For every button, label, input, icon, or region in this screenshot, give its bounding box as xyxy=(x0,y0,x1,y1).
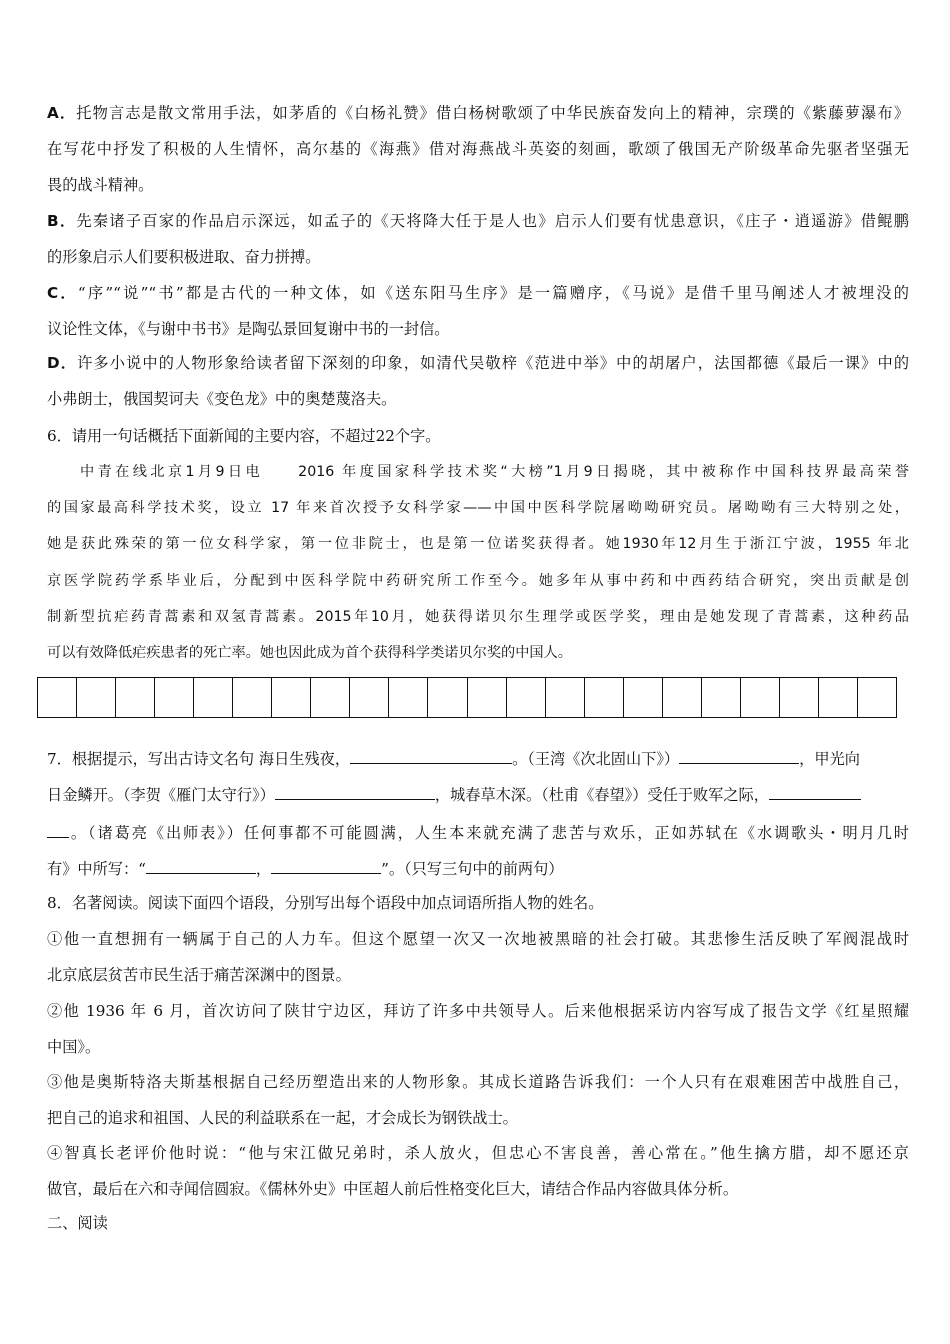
q6-stem: 6．请用一句话概括下面新闻的主要内容，不超过22个字。 xyxy=(47,427,441,445)
option-a-line-1: A．托物言志是散文常用手法，如茅盾的《白杨礼赞》借白杨树歌颂了中华民族奋发向上的精神，宗璞的《紫藤萝瀑布》 xyxy=(47,104,909,122)
q6-news-line-3: 她是获此殊荣的第一位女科学家，第一位非院士，也是第一位诺奖获得者。她1930年12月生于浙江宁波，1955 年北 xyxy=(47,536,909,552)
fill-blank[interactable] xyxy=(679,748,799,764)
q8-item-2-line-2: 中国》。 xyxy=(47,1038,101,1056)
answer-cell[interactable] xyxy=(624,678,663,717)
answer-cell[interactable] xyxy=(311,678,350,717)
answer-cell[interactable] xyxy=(233,678,272,717)
fill-blank[interactable] xyxy=(769,784,861,800)
fill-blank[interactable] xyxy=(275,784,435,800)
q8-item-1-line-2: 北京底层贫苦市民生活于痛苦深渊中的图景。 xyxy=(47,966,351,984)
q8-item-4-line-2: 做官，最后在六和寺闻信圆寂。《儒林外史》中匡超人前后性格变化巨大，请结合作品内容做具体分析。 xyxy=(47,1180,739,1198)
answer-cell[interactable] xyxy=(38,678,77,717)
q6-news-line-2: 的国家最高科学技术奖，设立 17 年来首次授予女科学家——中国中医科学院屠呦呦研究员。屠呦呦有三大特别之处， xyxy=(47,500,909,516)
answer-cell[interactable] xyxy=(780,678,819,717)
fill-blank[interactable] xyxy=(47,822,69,838)
q7-line-1: 7．根据提示，写出古诗文名句 海日生残夜， 。（王湾《次北固山下》） ，甲光向 xyxy=(47,750,860,768)
option-b-line-1: B．先秦诸子百家的作品启示深远，如孟子的《天将降大任于是人也》启示人们要有忧患意识，《庄子・逍遥游》借鲲鹏 xyxy=(47,212,909,230)
q6-news-line-4: 京医学院药学系毕业后，分配到中医科学院中药研究所工作至今。她多年从事中药和中西药结合研究，突出贡献是创 xyxy=(47,573,909,589)
option-c-line-2: 议论性文体，《与谢中书书》是陶弘景回复谢中书的一封信。 xyxy=(47,320,450,338)
option-d-line-2: 小弗朗士，俄国契诃夫《变色龙》中的奥楚蔑洛夫。 xyxy=(47,390,397,408)
answer-cell[interactable] xyxy=(468,678,507,717)
answer-cell[interactable] xyxy=(350,678,389,717)
answer-cell[interactable] xyxy=(741,678,780,717)
q8-item-3-line-1: ③他是奥斯特洛夫斯基根据自己经历塑造出来的人物形象。其成长道路告诉我们：一个人只有在艰难困苦中战胜自己， xyxy=(47,1073,909,1091)
answer-cell[interactable] xyxy=(194,678,233,717)
option-a-line-3: 畏的战斗精神。 xyxy=(47,176,154,194)
answer-cell[interactable] xyxy=(546,678,585,717)
q8-item-3-line-2: 把自己的追求和祖国、人民的利益联系在一起，才会成长为钢铁战士。 xyxy=(47,1109,518,1127)
answer-cell[interactable] xyxy=(155,678,194,717)
answer-cell[interactable] xyxy=(663,678,702,717)
fill-blank[interactable] xyxy=(350,748,512,764)
answer-grid xyxy=(37,677,897,718)
answer-cell[interactable] xyxy=(702,678,741,717)
answer-cell[interactable] xyxy=(116,678,155,717)
option-d-line-1: D．许多小说中的人物形象给读者留下深刻的印象，如清代吴敬梓《范进中举》中的胡屠户，法国都德《最后一课》中的 xyxy=(47,354,909,372)
q8-item-4-line-1: ④智真长老评价他时说：“他与宋江做兄弟时，杀人放火，但忠心不害良善，善心常在。”他生擒方腊，却不愿还京 xyxy=(47,1144,909,1162)
q6-news-line-1: 中青在线北京1月9日电 2016 年度国家科学技术奖“大榜”1月9日揭晓，其中被称作中国科技界最高荣誉 xyxy=(80,464,909,480)
fill-blank[interactable] xyxy=(271,858,381,874)
option-a-letter: A． xyxy=(47,104,77,122)
answer-cell[interactable] xyxy=(428,678,467,717)
q6-news-line-6: 可以有效降低疟疾患者的死亡率。她也因此成为首个获得科学类诺贝尔奖的中国人。 xyxy=(47,645,572,661)
answer-cell[interactable] xyxy=(389,678,428,717)
fill-blank[interactable] xyxy=(146,858,256,874)
option-b-letter: B． xyxy=(47,212,77,230)
q6-news-line-5: 制新型抗疟药青蒿素和双氢青蒿素。2015年10月，她获得诺贝尔生理学或医学奖，理由是她发现了青蒿素，这种药品 xyxy=(47,609,909,625)
answer-cell[interactable] xyxy=(858,678,896,717)
q8-item-2-line-1: ②他 1936 年 6 月，首次访问了陕甘宁边区，拜访了许多中共领导人。后来他根据采访内容写成了报告文学《红星照耀 xyxy=(47,1002,909,1020)
option-b-line-2: 的形象启示人们要积极进取、奋力拼搏。 xyxy=(47,248,321,266)
answer-cell[interactable] xyxy=(272,678,311,717)
answer-cell[interactable] xyxy=(77,678,116,717)
answer-cell[interactable] xyxy=(819,678,858,717)
q8-item-1-line-1: ①他一直想拥有一辆属于自己的人力车。但这个愿望一次又一次地被黑暗的社会打破。其悲惨生活反映了军阀混战时 xyxy=(47,930,909,948)
section-heading: 二、阅读 xyxy=(47,1214,108,1232)
answer-cell[interactable] xyxy=(507,678,546,717)
option-c-letter: C． xyxy=(47,284,78,302)
q7-line-3: 。（诸葛亮《出师表》）任何事都不可能圆满，人生本来就充满了悲苦与欢乐，正如苏轼在《水调歌头・明月几时 xyxy=(47,822,909,843)
q7-line-4: 有》中所写：“ ， ”。（只写三句中的前两句） xyxy=(47,860,564,878)
option-d-letter: D． xyxy=(47,354,78,372)
answer-cell[interactable] xyxy=(585,678,624,717)
option-a-line-2: 在写花中抒发了积极的人生情怀，高尔基的《海燕》借对海燕战斗英姿的刻画，歌颂了俄国无产阶级革命先驱者坚强无 xyxy=(47,140,909,158)
q8-stem: 8．名著阅读。阅读下面四个语段，分别写出每个语段中加点词语所指人物的姓名。 xyxy=(47,894,604,912)
q7-line-2: 日金鳞开。（李贺《雁门太守行》） ，城春草木深。（杜甫《春望》）受任于败军之际， xyxy=(47,784,909,805)
option-c-line-1: C．“序”“说”“书”都是古代的一种文体，如《送东阳马生序》是一篇赠序，《马说》是借千里马阐述人才被埋没的 xyxy=(47,284,909,302)
